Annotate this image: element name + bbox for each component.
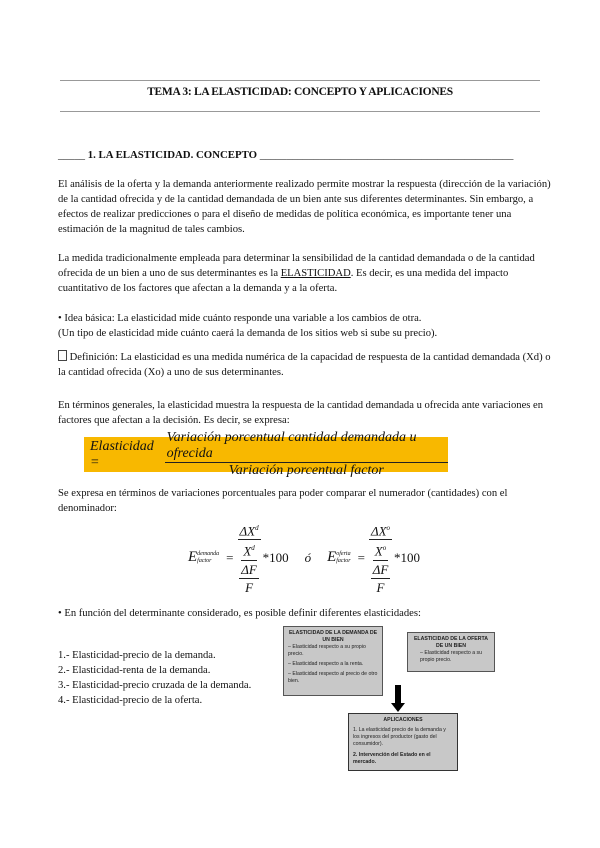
arrow-down-icon xyxy=(391,685,405,712)
text: La medida tradicionalmente empleada para determinar la sensibilidad de la cantidad demandada o de la cantidad ofrecida de un bien a uno de sus determinantes es la xyxy=(58,253,535,279)
delta-f: ΔF xyxy=(372,561,389,577)
bullet-icon xyxy=(58,350,67,361)
paragraph-types: • En función del determinante considerado, es posible definir diferentes elasticidades: xyxy=(58,607,421,619)
section-label: 1. LA ELASTICIDAD. CONCEPTO xyxy=(87,149,257,161)
sup: o xyxy=(386,524,391,532)
paragraph-percent: Se expresa en términos de variaciones porcentuales para poder comparar el numerador (cantidades) con el denominador: xyxy=(58,488,508,514)
x: X xyxy=(243,543,252,559)
multiplier: *100 xyxy=(394,549,421,565)
underline-suffix: _______________________________________________ xyxy=(257,149,514,161)
box-item: – Elasticidad respecto al precio de otro bien. xyxy=(288,671,378,684)
underline-prefix: _____ xyxy=(58,149,88,161)
definition xyxy=(58,350,552,380)
list-item: 1.- Elasticidad-precio de la demanda. xyxy=(58,649,216,661)
paragraph-general: En términos generales, la elasticidad muestra la respuesta de la cantidad demandada u ofrecida ante variaciones en factores que afectan a la decisión. Es decir, se expresa: xyxy=(58,400,544,426)
f: F xyxy=(376,579,385,595)
box-item: 1. La elasticidad precio de la demanda y los ingresos del productor (gasto del consumidor). xyxy=(353,727,446,747)
formula-supply: E oferta factor = $\Delta X^o$ $X^o$ ΔF F *100 xyxy=(327,520,420,596)
paragraph-definition-measure xyxy=(58,251,552,296)
list-item: 4.- Elasticidad-precio de la oferta. xyxy=(58,694,203,706)
box-item: – Elasticidad respecto a la renta. xyxy=(288,661,364,667)
f: F xyxy=(245,579,254,595)
applications-box xyxy=(348,713,458,771)
delta-x: ΔX xyxy=(239,523,256,539)
divider xyxy=(60,111,540,112)
divider xyxy=(60,80,540,81)
superscript: oferta xyxy=(336,550,351,557)
subscript: factor xyxy=(197,557,212,564)
delta-x: ΔX xyxy=(370,523,387,539)
x: X xyxy=(374,543,383,559)
idea-example: (Un tipo de elasticidad mide cuánto caerá la demanda de los sitios web si sube su precio). xyxy=(58,328,438,339)
box-item: 2. Intervención del Estado en el mercado. xyxy=(353,752,431,765)
sup: d xyxy=(255,524,259,532)
subscript: factor xyxy=(336,557,351,564)
formula-numerator: Variación porcentual cantidad demandada u ofrecida xyxy=(165,430,448,463)
formula-lhs: Elasticidad = xyxy=(90,438,154,470)
box-title: ELASTICIDAD DE LA OFERTA DE UN BIEN xyxy=(413,636,489,649)
idea-basic: • Idea básica: La elasticidad mide cuánto responde una variable a los cambios de otra. xyxy=(58,313,422,324)
percent-formulas xyxy=(188,520,552,596)
box-item: – Elasticidad respecto a su propio precio. xyxy=(420,650,482,663)
box-title: APLICACIONES xyxy=(383,717,423,723)
or-text: ó xyxy=(304,549,312,565)
page-title: TEMA 3: LA ELASTICIDAD: CONCEPTO Y APLICACIONES xyxy=(147,86,453,98)
e-symbol: E xyxy=(327,549,337,566)
elasticity-list xyxy=(58,648,278,708)
list-item: 2.- Elasticidad-renta de la demanda. xyxy=(58,664,211,676)
superscript: demanda xyxy=(197,550,220,557)
list-item: 3.- Elasticidad-precio cruzada de la demanda. xyxy=(58,679,252,691)
section-heading xyxy=(58,149,513,161)
box-item: – Elasticidad respecto a su propio precio. xyxy=(288,644,366,657)
emphasis-term: ELASTICIDAD xyxy=(280,268,351,279)
supply-elasticity-box xyxy=(407,632,495,672)
definition-text: Definición: La elasticidad es una medida numérica de la capacidad de respuesta de la cantidad demandada (Xd) o la cantidad ofrecida (Xo) a uno de sus determinantes. xyxy=(58,352,551,378)
text: . Es decir, es una medida del impacto cuantitativo de los factores que afectan a la demanda y a la oferta. xyxy=(58,268,509,294)
demand-elasticity-box xyxy=(283,626,383,696)
sup: o xyxy=(382,544,387,553)
formula-demand: E demanda factor = $\Delta X^d$ $X^d$ ΔF F *100 xyxy=(188,520,289,596)
box-title: ELASTICIDAD DE LA DEMANDA DE UN BIEN xyxy=(288,630,378,643)
e-symbol: E xyxy=(188,549,198,566)
multiplier: *100 xyxy=(262,549,289,565)
formula-denominator: Variación porcentual factor xyxy=(228,463,384,478)
delta-f: ΔF xyxy=(241,561,257,577)
paragraph-intro: El análisis de la oferta y la demanda anteriormente realizado permite mostrar la respuesta (dirección de la variación) de la cantidad ofrecida y de la cantidad demandada de un bien ante sus diferentes determinantes. Sin embargo, a efectos de realizar predicciones o para el diseño de medidas de política económica, es importante tener una estimación de la magnitud de tales cambios. xyxy=(58,179,551,235)
sup: d xyxy=(251,544,255,553)
elasticity-formula xyxy=(84,430,448,478)
